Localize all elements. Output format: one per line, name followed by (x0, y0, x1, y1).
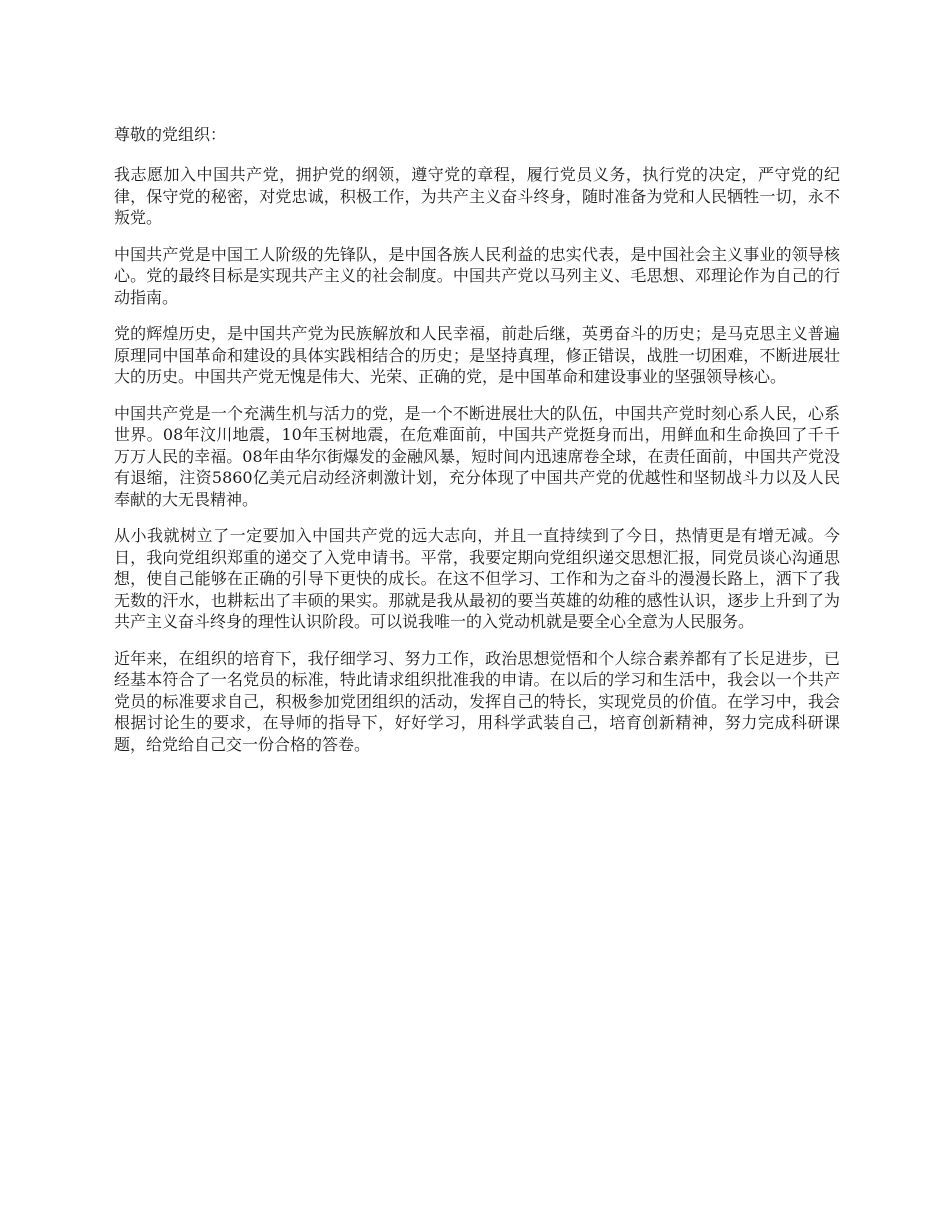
paragraph-party-nature: 中国共产党是中国工人阶级的先锋队，是中国各族人民利益的忠实代表，是中国社会主义事业的领导核心。党的最终目标是实现共产主义的社会制度。中国共产党以马列主义、毛思想、邓理论作为自己的行动指南。 (114, 244, 840, 307)
paragraph-party-history: 党的辉煌历史，是中国共产党为民族解放和人民幸福，前赴后继，英勇奋斗的历史；是马克思主义普遍原理同中国革命和建设的具体实践相结合的历史；是坚持真理，修正错误，战胜一切困难，不断进展壮大的历史。中国共产党无愧是伟大、光荣、正确的党，是中国革命和建设事业的坚强领导核心。 (114, 324, 840, 386)
document-page (114, 124, 840, 770)
paragraph-request: 近年来，在组织的培育下，我仔细学习、努力工作，政治思想觉悟和个人综合素养都有了长足进步，已经基本符合了一名党员的标准，特此请求组织批准我的申请。在以后的学习和生活中，我会以一个共产党员的标准要求自己，积极参加党团组织的活动，发挥自己的特长，实现党员的价值。在学习中，我会根据讨论生的要求，在导师的指导下，好好学习，用科学武装自己，培育创新精神，努力完成科研课题，给党给自己交一份合格的答卷。 (114, 648, 840, 754)
salutation: 尊敬的党组织： (114, 125, 227, 144)
paragraph-pledge: 我志愿加入中国共产党，拥护党的纲领，遵守党的章程，履行党员义务，执行党的决定，严守党的纪律，保守党的秘密，对党忠诚，积极工作，为共产主义奋斗终身，随时准备为党和人民牺牲一切，永不叛党。 (114, 165, 840, 227)
paragraph-personal-aspiration: 从小我就树立了一定要加入中国共产党的远大志向，并且一直持续到了今日，热情更是有增无减。今日，我向党组织郑重的递交了入党申请书。平常，我要定期向党组织递交思想汇报，同党员谈心沟通思想，使自己能够在正确的引导下更快的成长。在这不但学习、工作和为之奋斗的漫漫长路上，洒下了我无数的汗水，也耕耘出了丰硕的果实。那就是我从最初的要当英雄的幼稚的感性认识，逐步上升到了为共产主义奋斗终身的理性认识阶段。可以说我唯一的入党动机就是要全心全意为人民服务。 (114, 526, 840, 631)
paragraph-party-vitality: 中国共产党是一个充满生机与活力的党，是一个不断进展壮大的队伍，中国共产党时刻心系人民，心系世界。08年汶川地震，10年玉树地震，在危难面前，中国共产党挺身而出，用鲜血和生命换回了千千万万人民的幸福。08年由华尔街爆发的金融风暴，短时间内迅速席卷全球，在责任面前，中国共产党没有退缩，注资5860亿美元启动经济刺激计划，充分体现了中国共产党的优越性和坚韧战斗力以及人民奉献的大无畏精神。 (114, 403, 840, 509)
